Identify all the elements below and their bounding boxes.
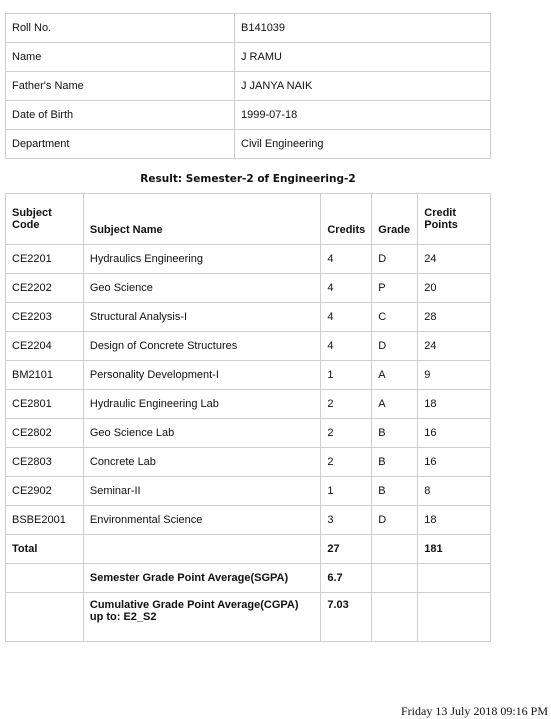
credit-points: 16 xyxy=(418,419,491,448)
info-label: Roll No. xyxy=(6,14,235,43)
subject-name: Geo Science Lab xyxy=(83,419,320,448)
grade: D xyxy=(372,245,418,274)
credits: 1 xyxy=(321,477,372,506)
credit-points: 9 xyxy=(418,361,491,390)
student-info-table xyxy=(5,13,491,159)
credit-points: 20 xyxy=(418,274,491,303)
result-table xyxy=(5,193,491,642)
info-value: J RAMU xyxy=(235,43,491,72)
subject-code: CE2801 xyxy=(6,390,84,419)
total-row xyxy=(6,535,491,564)
subject-row xyxy=(6,245,491,274)
subject-code: CE2902 xyxy=(6,477,84,506)
result-title: Result: Semester-2 of Engineering-2 xyxy=(140,173,356,185)
header-subject-name: Subject Name xyxy=(83,194,320,245)
credit-points: 18 xyxy=(418,390,491,419)
subject-name: Personality Development-I xyxy=(83,361,320,390)
header-subject-code: Subject Code xyxy=(6,194,84,245)
student-info-row xyxy=(6,101,491,130)
subject-name: Structural Analysis-I xyxy=(83,303,320,332)
total-points: 181 xyxy=(418,535,491,564)
grade: D xyxy=(372,332,418,361)
subject-row xyxy=(6,506,491,535)
grade: A xyxy=(372,390,418,419)
info-value: J JANYA NAIK xyxy=(235,72,491,101)
subject-code: BM2101 xyxy=(6,361,84,390)
subject-name: Environmental Science xyxy=(83,506,320,535)
credit-points: 8 xyxy=(418,477,491,506)
subject-name: Concrete Lab xyxy=(83,448,320,477)
subject-row xyxy=(6,448,491,477)
info-label: Department xyxy=(6,130,235,159)
cgpa-row xyxy=(6,593,491,642)
subject-code: CE2802 xyxy=(6,419,84,448)
grade: P xyxy=(372,274,418,303)
credits: 4 xyxy=(321,245,372,274)
credits: 3 xyxy=(321,506,372,535)
cgpa-label: Cumulative Grade Point Average(CGPA) up to: E2_S2 xyxy=(83,593,320,642)
subject-code: CE2202 xyxy=(6,274,84,303)
subject-name: Seminar-II xyxy=(83,477,320,506)
info-value: Civil Engineering xyxy=(235,130,491,159)
credits: 2 xyxy=(321,419,372,448)
subject-name: Hydraulic Engineering Lab xyxy=(83,390,320,419)
credits: 4 xyxy=(321,303,372,332)
sgpa-label: Semester Grade Point Average(SGPA) xyxy=(83,564,320,593)
info-label: Father's Name xyxy=(6,72,235,101)
subject-row xyxy=(6,477,491,506)
credits: 1 xyxy=(321,361,372,390)
subject-name: Design of Concrete Structures xyxy=(83,332,320,361)
header-grade: Grade xyxy=(372,194,418,245)
subject-code: CE2803 xyxy=(6,448,84,477)
header-credits: Credits xyxy=(321,194,372,245)
info-value: B141039 xyxy=(235,14,491,43)
credit-points: 24 xyxy=(418,332,491,361)
credits: 4 xyxy=(321,274,372,303)
info-label: Name xyxy=(6,43,235,72)
credits: 2 xyxy=(321,448,372,477)
subject-row xyxy=(6,361,491,390)
student-info-row xyxy=(6,130,491,159)
student-info-row xyxy=(6,72,491,101)
info-label: Date of Birth xyxy=(6,101,235,130)
header-credit-points: Credit Points xyxy=(418,194,491,245)
credit-points: 16 xyxy=(418,448,491,477)
credit-points: 24 xyxy=(418,245,491,274)
subject-code: CE2203 xyxy=(6,303,84,332)
subject-code: BSBE2001 xyxy=(6,506,84,535)
total-label: Total xyxy=(6,535,84,564)
grade: B xyxy=(372,419,418,448)
subject-code: CE2201 xyxy=(6,245,84,274)
subject-name: Hydraulics Engineering xyxy=(83,245,320,274)
subject-row xyxy=(6,390,491,419)
credits: 4 xyxy=(321,332,372,361)
grade: C xyxy=(372,303,418,332)
subject-row xyxy=(6,303,491,332)
result-header-row xyxy=(6,194,491,245)
print-datetime: Friday 13 July 2018 09:16 PM xyxy=(400,704,548,718)
student-info-row xyxy=(6,43,491,72)
student-info-row xyxy=(6,14,491,43)
subject-code: CE2204 xyxy=(6,332,84,361)
grade: A xyxy=(372,361,418,390)
sgpa-row xyxy=(6,564,491,593)
grade: B xyxy=(372,477,418,506)
subject-row xyxy=(6,332,491,361)
credit-points: 28 xyxy=(418,303,491,332)
subject-row xyxy=(6,274,491,303)
credits: 2 xyxy=(321,390,372,419)
cgpa-value: 7.03 xyxy=(321,593,372,642)
credit-points: 18 xyxy=(418,506,491,535)
grade: B xyxy=(372,448,418,477)
total-credits: 27 xyxy=(321,535,372,564)
info-value: 1999-07-18 xyxy=(235,101,491,130)
subject-name: Geo Science xyxy=(83,274,320,303)
subject-row xyxy=(6,419,491,448)
grade: D xyxy=(372,506,418,535)
sgpa-value: 6.7 xyxy=(321,564,372,593)
